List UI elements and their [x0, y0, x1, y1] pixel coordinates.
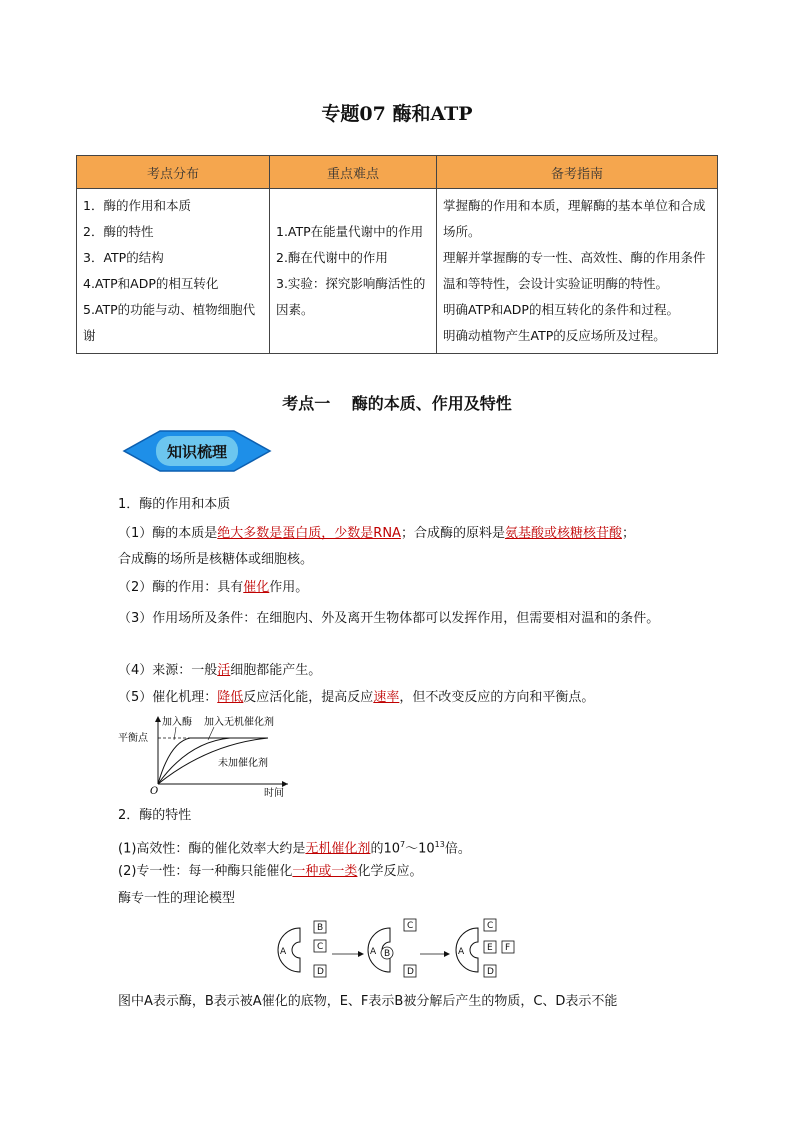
reaction-curve-figure: [118, 714, 298, 800]
page-title: 专题07 酶和ATP: [321, 103, 473, 125]
enzyme-label: 加入酶: [162, 717, 192, 728]
answer-text: 一种或一类: [292, 864, 358, 879]
x-axis-arrow: [282, 781, 288, 787]
paragraph: 合成酶的场所是核糖体或细胞核。: [118, 552, 314, 567]
list-item: 1.ATP在能量代谢中的作用: [276, 224, 424, 239]
label-d: D: [317, 967, 324, 977]
badge-label: 知识梳理: [166, 443, 228, 461]
no-catalyst-label: 未加催化剂: [218, 758, 268, 769]
balance-label: 平衡点: [118, 733, 148, 744]
table-header-row: [77, 156, 718, 189]
list-item: 3．ATP的结构: [83, 250, 164, 265]
answer-text: 绝大多数是蛋白质，少数是RNA: [217, 526, 401, 541]
superscript: 13: [434, 840, 445, 849]
list-item: 理解并掌握酶的专一性、高效性、酶的作用条件温和等特性，会设计实验证明酶的特性。: [443, 250, 706, 291]
paragraph: 1．酶的作用和本质: [118, 497, 231, 512]
exam-guide-table: [76, 155, 718, 354]
text: 反应活化能，提高反应: [243, 690, 374, 705]
paragraph: [118, 661, 698, 680]
section-heading: 考点一 酶的本质、作用及特性: [282, 394, 512, 413]
label-c: C: [407, 921, 414, 931]
label-c: C: [487, 921, 494, 931]
x-axis-label: 时间: [264, 788, 284, 799]
label-a: A: [458, 947, 465, 957]
knowledge-badge: [122, 428, 272, 474]
label-d: D: [487, 967, 494, 977]
paragraph: [118, 578, 698, 597]
table-header: 考点分布: [77, 156, 270, 189]
text: 倍。: [444, 841, 471, 857]
list-item: 明确动植物产生ATP的反应场所及过程。: [443, 328, 666, 343]
text: ～10: [405, 841, 435, 857]
label-a: A: [370, 947, 377, 957]
answer-text: 催化: [243, 580, 270, 595]
paragraph: [118, 862, 698, 881]
paragraph: 图中A表示酶，B表示被A催化的底物，E、F表示B被分解后产生的物质，C、D表示不能: [118, 994, 618, 1009]
label-b: B: [384, 949, 391, 959]
paragraph: 2．酶的特性: [118, 808, 192, 823]
label-e: E: [487, 943, 493, 953]
text: （4）来源：一般: [118, 663, 218, 678]
text: 的10: [370, 841, 400, 857]
list-item: 5.ATP的功能与动、植物细胞代谢: [83, 302, 256, 343]
list-item: 2．酶的特性: [83, 224, 154, 239]
table-row: [77, 189, 718, 354]
paragraph: 酶专一性的理论模型: [118, 891, 236, 906]
paragraph: [118, 524, 698, 543]
label-c: C: [317, 942, 324, 952]
superscript: 7: [399, 840, 406, 849]
text: （5）催化机理：: [118, 690, 218, 705]
list-item: 4.ATP和ADP的相互转化: [83, 276, 219, 291]
table-cell-topics: [77, 189, 270, 354]
table-cell-guide: [437, 189, 718, 354]
table-header: 备考指南: [437, 156, 718, 189]
text: (2)专一性：每一种酶只能催化: [118, 864, 293, 879]
list-item: 2.酶在代谢中的作用: [276, 250, 388, 265]
paragraph: [118, 688, 698, 707]
answer-text: 降低: [217, 690, 244, 705]
answer-text: 无机催化剂: [305, 841, 371, 857]
label-f: F: [505, 943, 511, 953]
answer-text: 氨基酸或核糖核苷酸: [504, 526, 622, 541]
y-axis-arrow: [155, 716, 161, 722]
answer-text: 速率: [373, 690, 400, 705]
table-cell-key-points: [270, 189, 437, 354]
list-item: 明确ATP和ADP的相互转化的条件和过程。: [443, 302, 679, 317]
inorganic-label: 加入无机催化剂: [204, 717, 274, 728]
table-header: 重点难点: [270, 156, 437, 189]
text: （1）酶的本质是: [118, 526, 218, 541]
paragraph: （3）作用场所及条件：在细胞内、外及离开生物体都可以发挥作用，但需要相对温和的条件。: [118, 611, 660, 626]
answer-text: 活: [217, 663, 231, 678]
label-d: D: [407, 967, 414, 977]
text: (1)高效性：酶的催化效率大约是: [118, 841, 306, 857]
origin-label: O: [150, 786, 159, 797]
text: ，但不改变反应的方向和平衡点。: [399, 690, 595, 705]
text: （2）酶的作用：具有: [118, 580, 244, 595]
text: 细胞都能产生。: [230, 663, 322, 678]
label-a: A: [280, 947, 287, 957]
enzyme-specificity-model: [270, 914, 530, 986]
text: 作用。: [269, 580, 309, 595]
text: 化学反应。: [357, 864, 423, 879]
list-item: 3.实验：探究影响酶活性的因素。: [276, 276, 426, 317]
text: ；合成酶的原料是: [400, 526, 505, 541]
list-item: 1．酶的作用和本质: [83, 198, 191, 213]
label-b: B: [317, 923, 324, 933]
list-item: 掌握酶的作用和本质，理解酶的基本单位和合成场所。: [443, 198, 706, 239]
text: ；: [621, 526, 635, 541]
paragraph: [118, 835, 698, 858]
